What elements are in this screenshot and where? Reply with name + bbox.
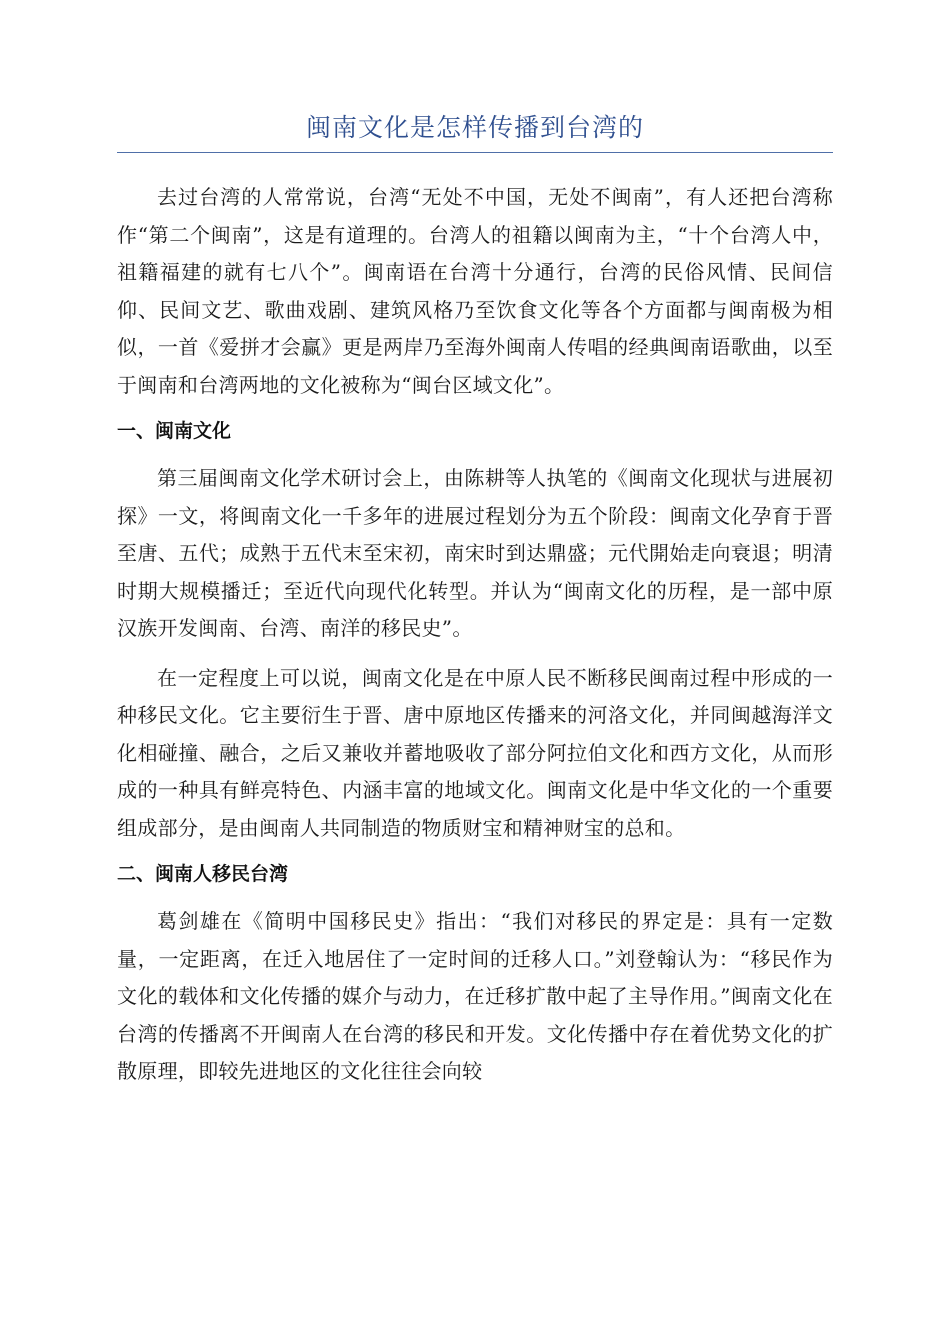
document-body	[117, 108, 833, 1103]
title-block	[117, 108, 833, 153]
intro-paragraph: 去过台湾的人常常说，台湾“无处不中国，无处不闽南”，有人还把台湾称作“第二个闽南”，这是有道理的。台湾人的祖籍以闽南为主，“十个台湾人中，祖籍福建的就有七八个”。闽南语在台湾十分通行，台湾的民俗风情、民间信仰、民间文艺、歌曲戏剧、建筑风格乃至饮食文化等各个方面都与闽南极为相似，一首《爱拼才会赢》更是两岸乃至海外闽南人传唱的经典闽南语歌曲，以至于闽南和台湾两地的文化被称为“闽台区域文化”。	[117, 185, 833, 397]
section-heading-1: 一、闽南文化	[117, 420, 232, 442]
section-heading-2: 二、闽南人移民台湾	[117, 863, 289, 885]
section-1-paragraph-1: 第三届闽南文化学术研讨会上，由陈耕等人执笔的《闽南文化现状与进展初探》一文，将闽南文化一千多年的进展过程划分为五个阶段：闽南文化孕育于晋至唐、五代；成熟于五代末至宋初，南宋时到达鼎盛；元代開始走向衰退；明清时期大规模播迁；至近代向现代化转型。并认为“闽南文化的历程，是一部中原汉族开发闽南、台湾、南洋的移民史”。	[117, 466, 833, 640]
section-1-paragraph-2: 在一定程度上可以说，闽南文化是在中原人民不断移民闽南过程中形成的一种移民文化。它主要衍生于晋、唐中原地区传播来的河洛文化，并同闽越海洋文化相碰撞、融合，之后又兼收并蓄地吸收了部分阿拉伯文化和西方文化，从而形成的一种具有鲜亮特色、内涵丰富的地域文化。闽南文化是中华文化的一个重要组成部分，是由闽南人共同制造的物质财宝和精神财宝的总和。	[117, 665, 833, 840]
document-title: 闽南文化是怎样传播到台湾的	[305, 113, 644, 142]
section-2-paragraph-1: 葛剑雄在《简明中国移民史》指出：“我们对移民的界定是：具有一定数量，一定距离，在迁入地居住了一定时间的迁移人口。”刘登翰认为：“移民作为文化的载体和文化传播的媒介与动力，在迁移扩散中起了主导作用。”闽南文化在台湾的传播离不开闽南人在台湾的移民和开发。文化传播中存在着优势文化的扩散原理，即较先进地区的文化往往会向较	[117, 909, 833, 1083]
